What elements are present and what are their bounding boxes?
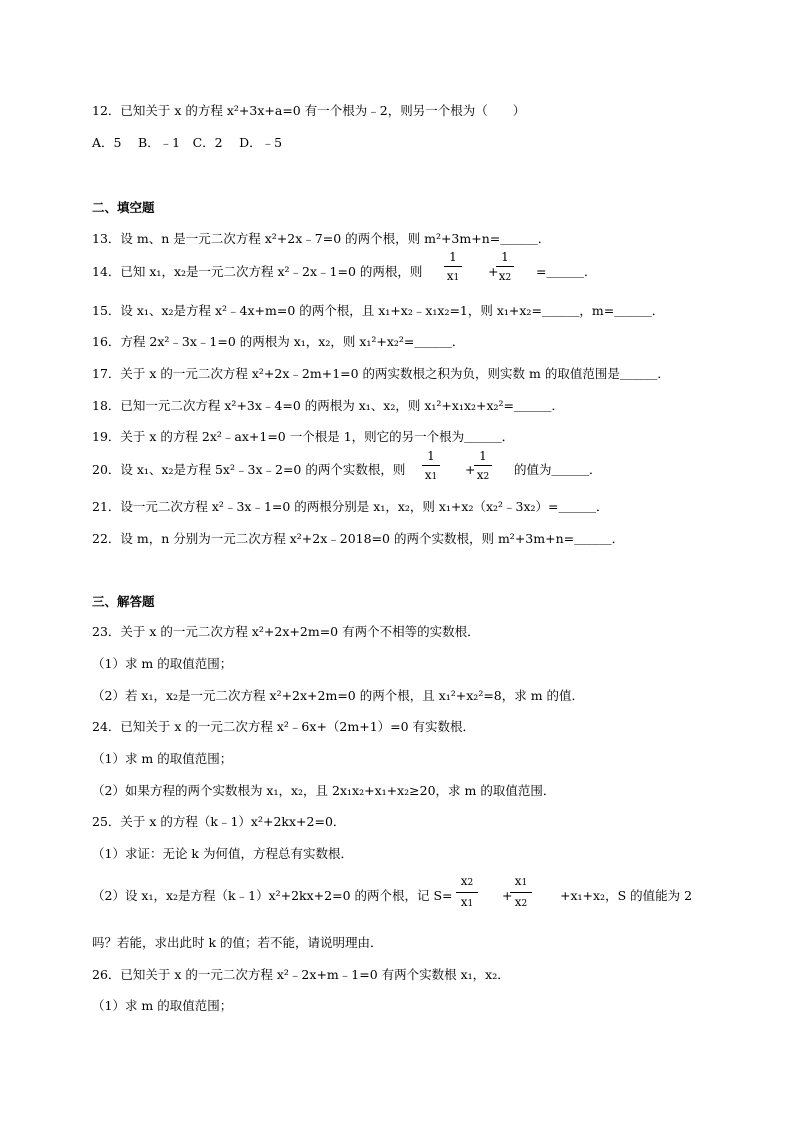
q20-frac-2-num: 1 [479, 449, 487, 463]
q18: 18．已知一元二次方程 x²+3x﹣4=0 的两根为 x₁、x₂，则 x₁²+x₁x₂+x₂²=＿＿＿． [92, 398, 565, 413]
q25-part1: （1）求证：无论 k 为何值，方程总有实数根． [92, 846, 353, 861]
q14-frac-1 [444, 250, 462, 285]
q25-frac-2 [510, 874, 532, 911]
q20-frac-1-den: x1 [424, 468, 438, 482]
q25-frac-2-num: x1 [514, 874, 528, 888]
q24-stem: 24．已知关于 x 的一元二次方程 x²﹣6x+（2m+1）=0 有实数根． [92, 719, 476, 734]
q23-stem: 23．关于 x 的一元二次方程 x²+2x+2m=0 有两个不相等的实数根． [92, 624, 480, 639]
q17: 17．关于 x 的一元二次方程 x²+2x﹣2m+1=0 的两实数根之积为负，则实数 m 的取值范围是＿＿＿． [92, 366, 670, 381]
q20-frac-1 [422, 449, 440, 484]
q14-frac-1-num: 1 [449, 250, 457, 264]
q12-text: 12．已知关于 x 的方程 x²+3x+a=0 有一个根为﹣2，则另一个根为（ ） [92, 103, 526, 118]
q25-stem: 25．关于 x 的方程（k﹣1）x²+2kx+2=0． [92, 814, 346, 829]
q16: 16．方程 2x²﹣3x﹣1=0 的两根为 x₁，x₂，则 x₁²+x₂²=＿＿＿． [92, 334, 465, 349]
q25-part2-post: +x₁+x₂，S 的值能为 2 [560, 888, 693, 903]
q25-frac-1-den: x1 [460, 895, 474, 909]
q14-frac-2-num: 1 [501, 250, 509, 264]
q20-pre: 20．设 x₁、x₂是方程 5x²﹣3x﹣2=0 的两个实数根，则 [92, 462, 406, 477]
q25-plus: + [502, 888, 513, 903]
q14-frac-2 [496, 250, 514, 285]
q14-frac-1-den: x1 [446, 269, 460, 283]
q15: 15．设 x₁、x₂是方程 x²﹣4x+m=0 的两个根，且 x₁+x₂﹣x₁x₂=1，则 x₁+x₂=＿＿＿，m=＿＿＿． [92, 303, 665, 318]
q25-frac-1-num: x2 [460, 874, 474, 888]
q26-stem: 26．已知关于 x 的一元二次方程 x²﹣2x+m﹣1=0 有两个实数根 x₁，x₂． [92, 967, 510, 982]
q25-part2-pre: （2）设 x₁，x₂是方程（k﹣1）x²+2kx+2=0 的两个根，记 S= [92, 888, 453, 903]
q25-frac-1 [456, 874, 478, 911]
q23-part2: （2）若 x₁，x₂是一元二次方程 x²+2x+2m=0 的两个根，且 x₁²+x₂²=8，求 m 的值． [92, 688, 585, 703]
q20-frac-1-num: 1 [427, 449, 435, 463]
q21: 21．设一元二次方程 x²﹣3x﹣1=0 的两根分别是 x₁，x₂，则 x₁+x₂（x₂²﹣3x₂）=＿＿＿． [92, 499, 609, 514]
q20-plus: + [465, 462, 476, 477]
section-fill-blank-title: 二、填空题 [92, 200, 155, 215]
q22: 22．设 m，n 分别为一元二次方程 x²+2x﹣2018=0 的两个实数根，则 m²+3m+n=＿＿＿． [92, 531, 625, 546]
q20-post: 的值为＿＿＿． [514, 462, 602, 477]
q19: 19．关于 x 的方程 2x²﹣ax+1=0 一个根是 1，则它的另一个根为＿＿＿． [92, 429, 515, 444]
q25-part2-cont: 吗？若能，求出此时 k 的值；若不能，请说明理由． [92, 935, 383, 950]
q26-part1: （1）求 m 的取值范围； [92, 998, 233, 1013]
q12-options: A．5 B．﹣1 C．2 D．﹣5 [92, 135, 283, 150]
q14-post: =＿＿＿． [536, 264, 597, 279]
q14-pre: 14．已知 x₁，x₂是一元二次方程 x²﹣2x﹣1=0 的两根，则 [92, 264, 423, 279]
q24-part1: （1）求 m 的取值范围； [92, 751, 233, 766]
section-answer-title: 三、解答题 [92, 594, 155, 609]
q24-part2: （2）如果方程的两个实数根为 x₁，x₂，且 2x₁x₂+x₁+x₂≥20，求 m 的取值范围． [92, 783, 556, 798]
q20-frac-2 [474, 449, 492, 484]
q14-frac-2-den: x2 [498, 269, 512, 283]
q20-frac-2-den: x2 [476, 468, 490, 482]
q14-plus: + [488, 264, 499, 279]
q23-part1: （1）求 m 的取值范围； [92, 656, 233, 671]
q13: 13．设 m、n 是一元二次方程 x²+2x﹣7=0 的两个根，则 m²+3m+n=＿＿＿． [92, 231, 551, 246]
q25-frac-2-den: x2 [514, 895, 528, 909]
